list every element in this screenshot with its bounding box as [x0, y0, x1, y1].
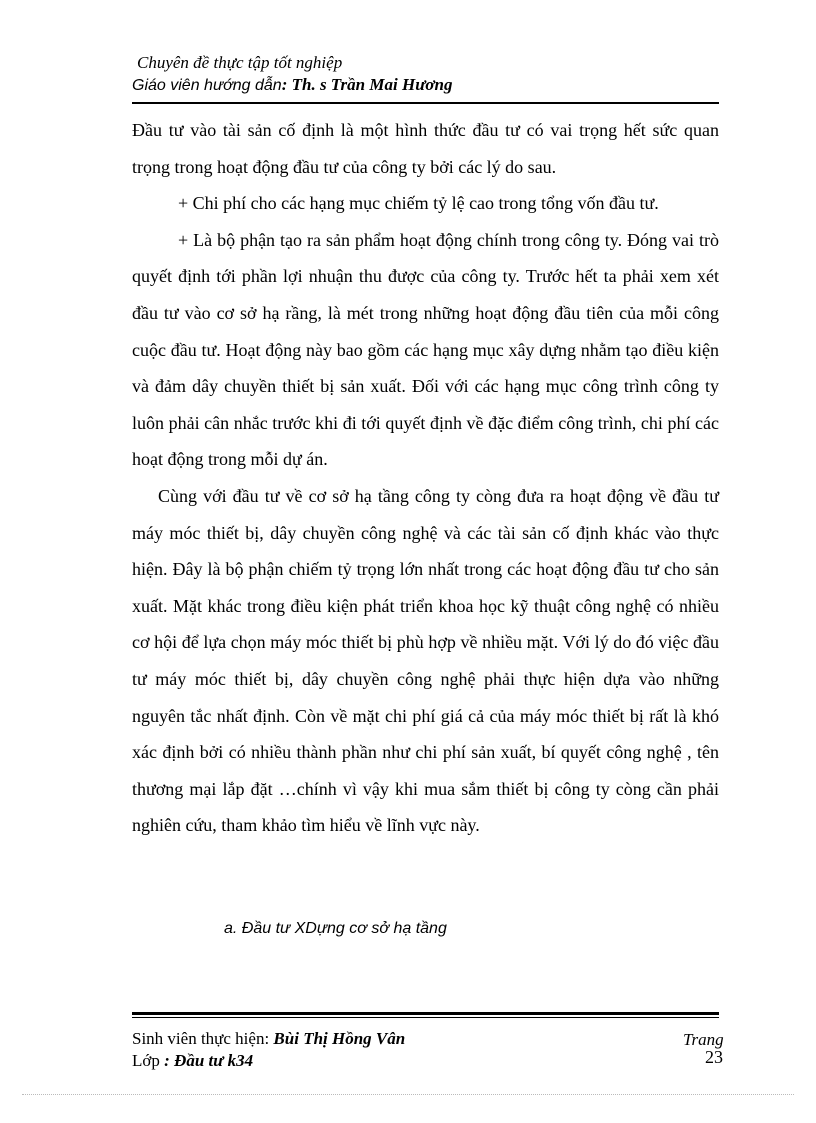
- document-body: [132, 112, 719, 844]
- footer-rule-thick: [132, 1012, 719, 1015]
- page-footer: [132, 1028, 732, 1072]
- class-label: Lớp: [132, 1051, 165, 1070]
- paragraph-1: Đầu tư vào tài sản cố định là một hình thức đầu tư có vai trọng hết sức quan trọng trong hoạt động đầu tư của công ty bởi các lý do sau.: [132, 120, 719, 177]
- student-line: [132, 1028, 732, 1050]
- paragraph-2: + Chi phí cho các hạng mục chiếm tỷ lệ cao trong tổng vốn đầu tư.: [178, 193, 659, 214]
- paragraph-3: + Là bộ phận tạo ra sản phẩm hoạt động chính trong công ty. Đóng vai trò quyết định tới phần lợi nhuận thu được của công ty. Trước hết ta phải xem xét đầu tư vào cơ sở hạ rầng, là mét trong những hoạt động đầu tiên của mỗi công cuộc đầu tư. Hoạt động này bao gồm các hạng mục xây dựng nhằm tạo điều kiện và đảm dây chuyền thiết bị sản xuất. Đối với các hạng mục công trình công ty luôn phải cân nhắc trước khi đi tới quyết định về đặc điểm công trình, chi phí các hoạt động trong mỗi dự án.: [132, 229, 719, 470]
- section-subheading: a. Đầu tư XDựng cơ sở hạ tầng: [224, 920, 447, 937]
- advisor-label: Giáo viên hướng dẫn: [132, 77, 282, 94]
- student-name: Bùi Thị Hồng Vân: [273, 1029, 406, 1048]
- page-edge-divider: [22, 1094, 794, 1095]
- thesis-title: Chuyên đề thực tập tốt nghiệp: [137, 53, 343, 72]
- paragraph-4: Cùng với đầu tư về cơ sở hạ tầng công ty còng đưa ra hoạt động về đầu tư máy móc thiết bị, dây chuyền công nghệ và các tài sản cố định khác vào thực hiện. Đây là bộ phận chiếm tỷ trọng lớn nhất trong các hoạt động đầu tư cho sản xuất. Mặt khác trong điều kiện phát triển khoa học kỹ thuật công nghệ có nhiều cơ hội để lựa chọn máy móc thiết bị phù hợp về nhiều mặt. Với lý do đó việc đầu tư máy móc thiết bị, dây chuyền công nghệ phải thực hiện dựa vào những nguyên tắc nhất định. Còn về mặt chi phí giá cả của máy móc thiết bị rất là khó xác định bởi có nhiều thành phần như chi phí sản xuất, bí quyết công nghệ , tên thương mại lắp đặt …chính vì vậy khi mua sắm thiết bị công ty còng cần phải nghiên cứu, tham khảo tìm hiểu về lĩnh vực này.: [132, 485, 719, 836]
- page-header: [132, 52, 732, 97]
- class-name: : Đầu tư k34: [164, 1051, 254, 1070]
- advisor-line: [132, 74, 732, 97]
- advisor-name: : Th. s Trần Mai Hương: [281, 75, 453, 94]
- class-line: [132, 1050, 732, 1072]
- page-label: Trang: [683, 1030, 724, 1049]
- header-rule: [132, 102, 719, 104]
- page-number: 23: [705, 1047, 723, 1067]
- footer-rule-thin: [132, 1017, 719, 1018]
- student-label: Sinh viên thực hiện:: [132, 1029, 274, 1048]
